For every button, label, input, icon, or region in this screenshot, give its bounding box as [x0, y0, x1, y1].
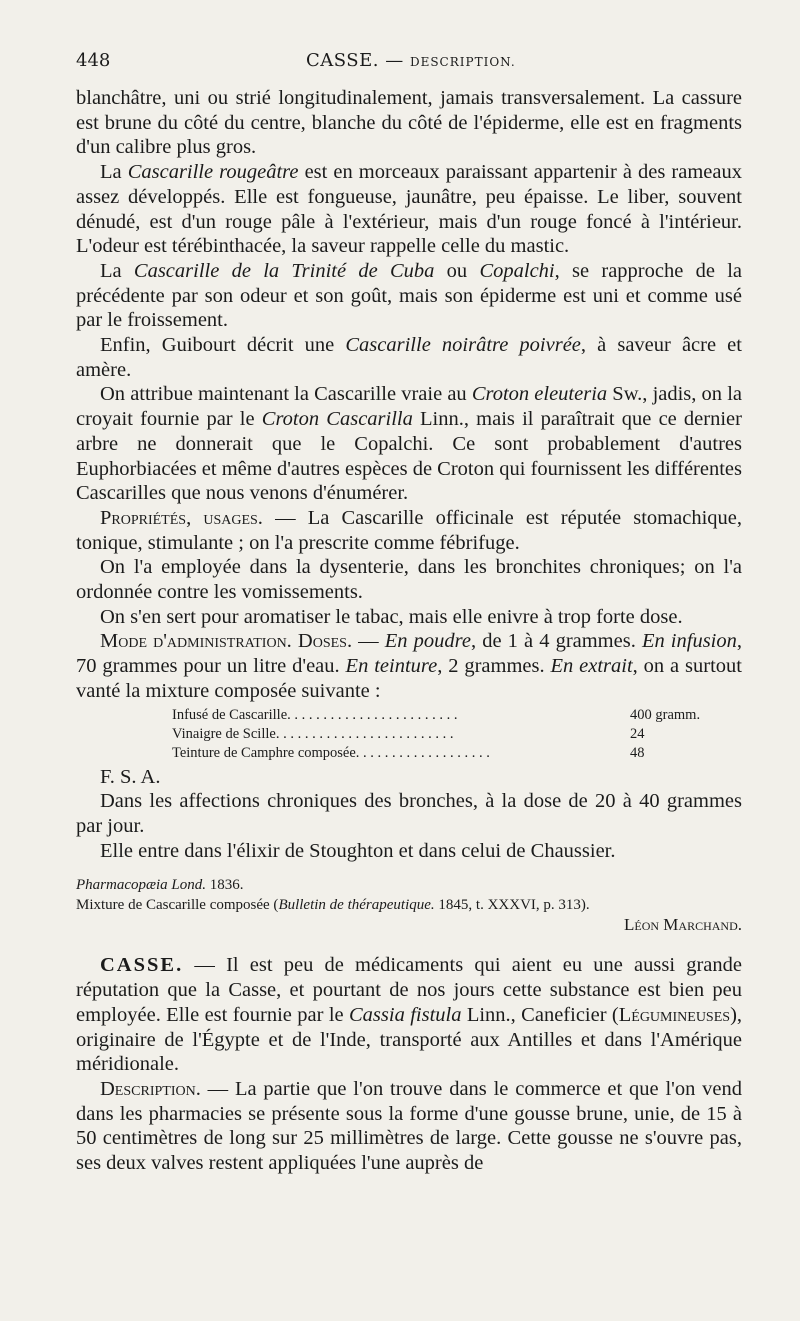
ingredient-name: Infusé de Cascarille. . . . . . . . . . . . . . . . . . . . . . . . — [172, 706, 458, 723]
paragraph: La Cascarille rougeâtre est en morceaux paraissant appartenir à des rameaux assez développés. Elle est fongueuse, jaunâtre, peu épaisse. Le liber, souvent dénudé, est d'un rouge pâle à l'extérieur, mais d'un rouge foncé à l'intérieur. L'odeur est térébinthacée, la saveur rappelle celle du mastic. — [76, 161, 742, 258]
section-heading: Propriétés, usages. — [100, 506, 263, 529]
paragraph: On l'a employée dans la dysenterie, dans les bronchites chroniques; on l'a ordonnée contre les vomissements. — [76, 556, 742, 604]
section-heading: Mode d'administration. Doses. — [100, 630, 353, 653]
formula-table — [172, 706, 742, 763]
paragraph: CASSE. — Il est peu de médicaments qui aient eu une aussi grande réputation que la Casse, et pourtant de nos jours cette substance est bien peu employée. Elle est fournie par le Cassia fistula Linn., Caneficier (Légumineuses), originaire de l'Égypte et de l'Inde, transporté aux Antilles et dans l'Amérique méridionale. — [76, 954, 743, 1076]
paragraph: Mode d'administration. Doses. — En poudre, de 1 à 4 grammes. En infusion, 70 grammes pour un litre d'eau. En teinture, 2 grammes. En extrait, on a surtout vanté la mixture composée suivante : — [76, 630, 743, 702]
paragraph: Propriétés, usages. — La Cascarille officinale est réputée stomachique, tonique, stimulante ; on l'a prescrite comme fébrifuge. — [76, 506, 742, 554]
body-text — [76, 86, 742, 1176]
formula-row — [172, 744, 712, 763]
ingredient-quantity: 24 — [630, 725, 645, 742]
ingredient-name: Vinaigre de Scille. . . . . . . . . . . . . . . . . . . . . . . . . — [172, 725, 454, 742]
paragraph: On attribue maintenant la Cascarille vraie au Croton eleuteria Sw., jadis, on la croyait fournie par le Croton Cascarilla Linn., mais il paraîtrait que ce dernier arbre ne donnerait que le Copalchi. Ce sont probablement d'autres Euphorbiacées et même d'autres espèces de Croton qui fournissent les différentes Cascarilles que nous venons d'énumérer. — [76, 383, 742, 505]
paragraph: Elle entre dans l'élixir de Stoughton et dans celui de Chaussier. — [100, 839, 616, 862]
running-title: CASSE. — DESCRIPTION. — [306, 50, 516, 71]
formula-row — [172, 725, 712, 744]
paragraph: On s'en sert pour aromatiser le tabac, mais elle enivre à trop forte dose. — [100, 605, 683, 628]
formula-row — [172, 706, 712, 725]
paragraph: blanchâtre, uni ou strié longitudinalement, jamais transversalement. La cassure est brune du côté du centre, blanche du côté de l'épiderme, elle est en fragments d'un calibre plus gros. — [76, 87, 742, 159]
paragraph: Dans les affections chroniques des bronches, à la dose de 20 à 40 grammes par jour. — [76, 790, 742, 837]
page-number: 448 — [76, 50, 111, 71]
fsa-note: F. S. A. — [100, 765, 161, 788]
author-signature: Léon Marchand. — [624, 915, 742, 935]
reference: Mixture de Cascarille composée (Bulletin de thérapeutique. 1845, t. XXXVI, p. 313). — [76, 897, 590, 914]
running-header — [76, 50, 742, 76]
paragraph: La Cascarille de la Trinité de Cuba ou Copalchi, se rapproche de la précédente par son odeur et son goût, mais son épiderme est uni et comme usé par le froissement. — [76, 259, 742, 332]
reference: Pharmacopæia Lond. 1836. — [76, 877, 244, 894]
entry-title: CASSE. — [100, 954, 184, 977]
references — [76, 875, 742, 935]
paragraph: Enfin, Guibourt décrit une Cascarille noirâtre poivrée, à saveur âcre et amère. — [76, 334, 742, 381]
section-heading: Description. — [100, 1077, 201, 1100]
paragraph: Description. — La partie que l'on trouve dans le commerce et que l'on vend dans les pharmacies se présente sous la forme d'une gousse brune, unie, de 15 à 50 centimètres de long sur 25 millimètres de large. Cette gousse ne s'ouvre pas, ses deux valves restent appliquées l'une auprès de — [76, 1077, 742, 1175]
ingredient-quantity: 48 — [630, 744, 645, 761]
ingredient-name: Teinture de Camphre composée. . . . . . . . . . . . . . . . . . . — [172, 744, 490, 761]
ingredient-quantity: 400 gramm. — [630, 706, 701, 723]
